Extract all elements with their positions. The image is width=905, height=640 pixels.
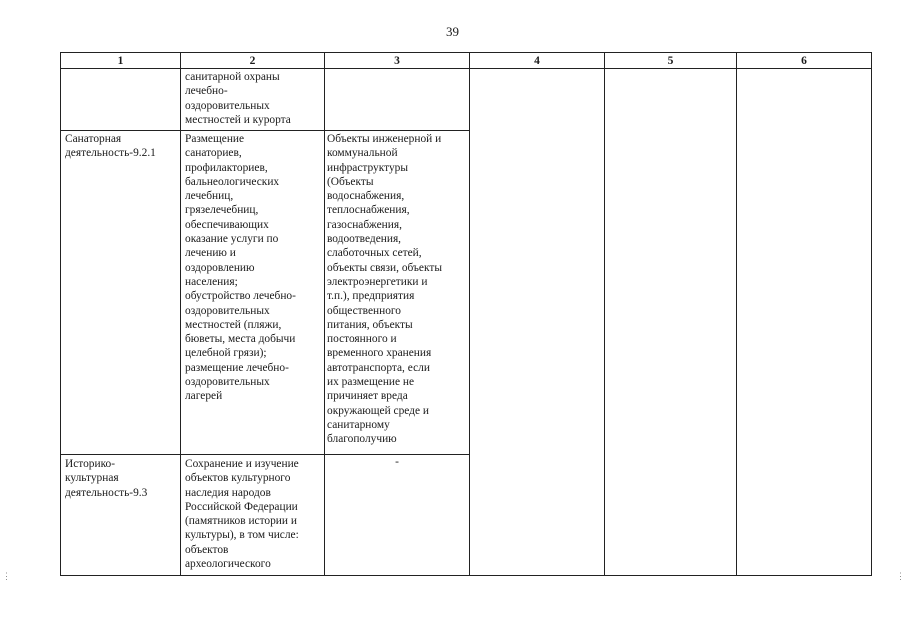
page-number: 39 [446,24,459,39]
column-header-2: 2 [249,55,256,67]
column-header-4: 4 [534,55,540,67]
column-header-1: 1 [117,55,124,67]
row3-purpose-description: Сохранение и изучение объектов культурного наследия народов Российской Федерации (памятников истории и культуры), в том числе: объектов археологического [185,458,299,571]
row1-purpose-description: санитарной охраны лечебно- оздоровительных местностей и курорта [185,71,291,126]
column-divider [324,53,325,575]
column-divider [180,53,181,575]
land-use-table [60,52,872,576]
scan-edge-mark-right: ⋮ [896,571,905,581]
column-divider [736,53,737,575]
row3-permitted-objects: - [395,456,399,468]
column-header-3: 3 [394,55,400,67]
scan-edge-mark-left: ⋮ [2,571,11,581]
row2-use-type: Санаторная деятельность-9.2.1 [65,133,156,160]
column-header-5: 5 [667,55,674,67]
column-divider [469,53,470,575]
row2-purpose-description: Размещение санаториев, профилакториев, бальнеологических лечебниц, грязелечебниц, обеспечивающих оказание услуги по лечению и оздоровлению населения; обустройство лечебно- оздоровительных местностей (пляжи, бюветы, места добычи целебной грязи); размещение лечебно- оздоровительных лагерей [185,133,296,403]
row2-permitted-objects: Объекты инженерной и коммунальной инфраструктуры (Объекты водоснабжения, теплоснабжения, газоснабжения, водоотведения, слаботочных сетей, объекты связи, объекты электроэнергетики и т.п.), предприятия общественного питания, объекты постоянного и временного хранения автотранспорта, если их размещение не причиняет вреда окружающей среде и санитарному благополучию [327,133,442,446]
row-divider [61,130,469,131]
column-header-6: 6 [801,55,807,67]
row3-use-type: Историко- культурная деятельность-9.3 [65,458,148,499]
column-divider [604,53,605,575]
